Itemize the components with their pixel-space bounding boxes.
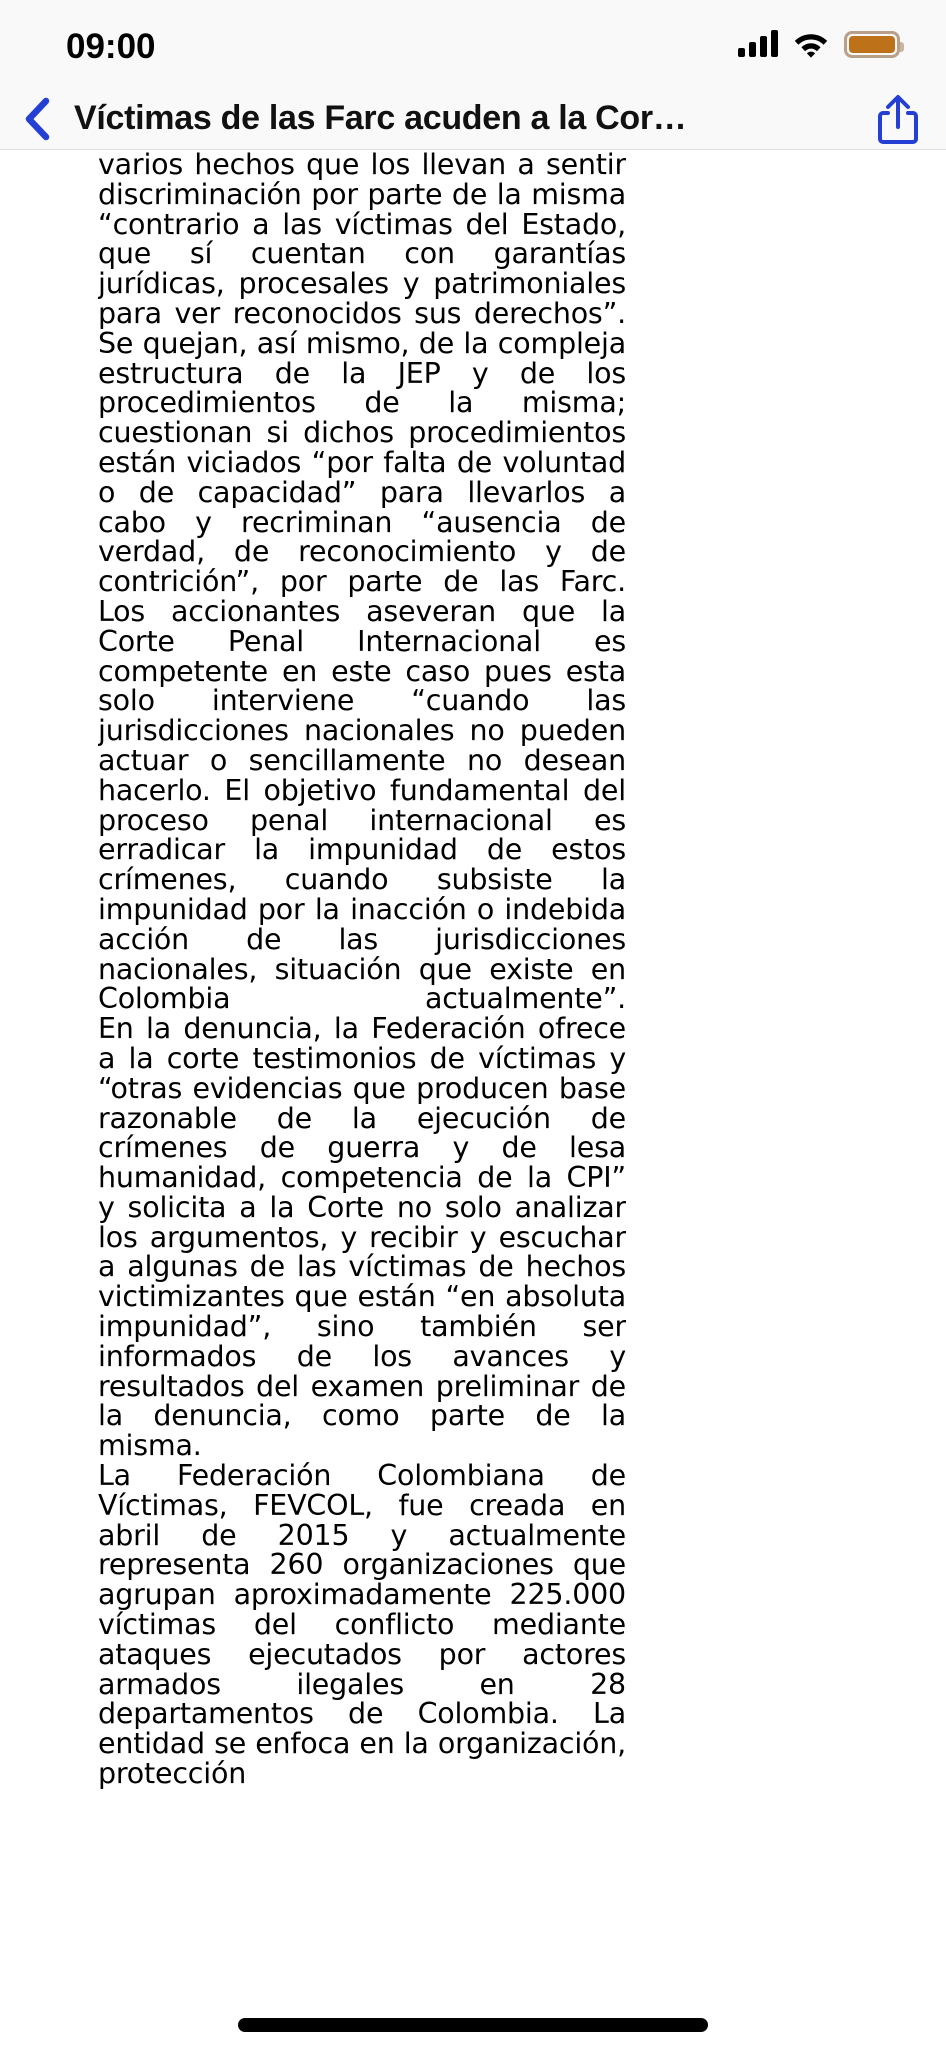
back-button[interactable] <box>0 88 74 150</box>
home-indicator[interactable] <box>238 2018 708 2032</box>
wifi-icon <box>793 31 829 58</box>
back-chevron-icon <box>24 97 50 141</box>
article-paragraph: La Federación Colombiana de Víctimas, FEVCOL, fue creada en abril de 2015 y actualmente representa 260 organizaciones que agrupan aproximadamente 225.000 víctimas del conflicto mediante ataques ejecutados por actores armados ilegales en 28 departamentos de Colombia. La entidad se enfoca en la organización, protección <box>98 1459 626 1791</box>
article-paragraph: varios hechos que los llevan a sentir discriminación por parte de la misma “contrario a las víctimas del Estado, que sí cuentan con garantías jurídicas, procesales y patrimoniales para ver reconocidos sus derechos”. Se quejan, así mismo, de la compleja estructura de la JEP y de los procedimientos de la misma; cuestionan si dichos procedimientos están viciados “por falta de voluntad o de capacidad” para llevarlos a cabo y recriminan “ausencia de verdad, de reconocimiento y de contrición”, por parte de las Farc. <box>98 150 626 599</box>
article-paragraph: En la denuncia, la Federación ofrece a la corte testimonios de víctimas y “otras evidencias que producen base razonable de la ejecución de crímenes de guerra y de lesa humanidad, competencia de la CPI” y solicita a la Corte no solo analizar los argumentos, y recibir y escuchar a algunas de las víctimas de hechos victimizantes que están “en absoluta impunidad”, sino también ser informados de los avances y resultados del examen preliminar de la denuncia, como parte de la misma. <box>98 1012 626 1463</box>
share-icon <box>877 94 919 144</box>
page-title: Víctimas de las Farc acuden a la Cor… <box>74 99 687 137</box>
share-button[interactable] <box>850 88 946 150</box>
article-paragraph: Los accionantes aseveran que la Corte Penal Internacional es competente en este caso pues esta solo interviene “cuando las jurisdicciones nacionales no pueden actuar o sencillamente no desean hacerlo. El objetivo fundamental del proceso penal internacional es erradicar la impunidad de estos crímenes, cuando subsiste la impunidad por la inacción o indebida acción de las jurisdicciones nacionales, situación que existe en Colombia actualmente”. <box>98 594 626 1016</box>
status-bar <box>0 0 946 88</box>
navigation-bar <box>0 88 946 150</box>
status-bar-indicators <box>738 31 900 58</box>
cellular-signal-icon <box>738 31 778 57</box>
status-bar-clock: 09:00 <box>66 26 156 66</box>
battery-icon <box>844 31 900 58</box>
article-body[interactable] <box>98 150 626 2048</box>
